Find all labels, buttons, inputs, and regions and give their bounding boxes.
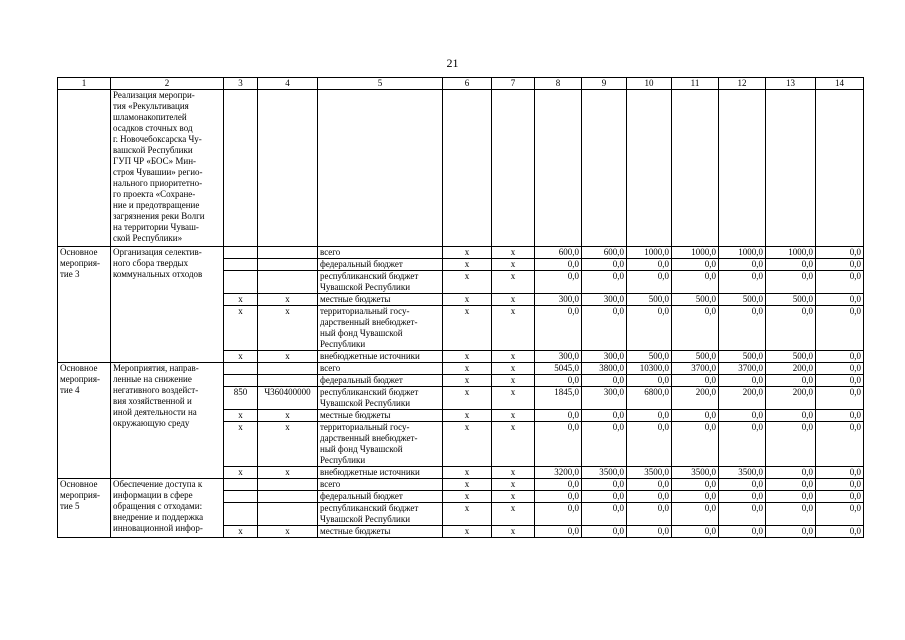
empty-cell: [816, 90, 864, 247]
cell-line: коммунальных отходов: [113, 269, 203, 279]
code-grbs: [224, 271, 258, 294]
table-row: [58, 90, 864, 247]
cell-line: Основное: [60, 363, 98, 373]
code-vr: x: [492, 491, 535, 503]
header-row: [58, 78, 864, 90]
funding-source: [318, 259, 443, 271]
amount-cell: 0,0: [672, 422, 719, 467]
code-vr: x: [492, 422, 535, 467]
cell-line: внебюджетные источники: [320, 467, 420, 477]
code-csr: x: [258, 526, 318, 538]
code-vr: x: [492, 375, 535, 387]
amount-cell: 200,0: [672, 387, 719, 410]
amount-cell: 0,0: [535, 422, 582, 467]
cell-line: негативного воздейст-: [113, 385, 199, 395]
cell-line: окружающую среду: [113, 418, 190, 428]
cell-line: вия хозяйственной и: [113, 396, 192, 406]
amount-cell: 3200,0: [535, 467, 582, 479]
code-vr: x: [492, 479, 535, 491]
code-grbs: x: [224, 422, 258, 467]
budget-table: [57, 77, 864, 538]
amount-cell: 0,0: [719, 422, 766, 467]
code-csr: [258, 259, 318, 271]
cell-line: всего: [320, 363, 341, 373]
code-rz: x: [443, 387, 492, 410]
amount-cell: 0,0: [816, 375, 864, 387]
funding-source: [318, 479, 443, 491]
amount-cell: 0,0: [627, 410, 672, 422]
cell-line: внедрение и поддержка: [113, 512, 204, 522]
cell-line: тие 5: [60, 501, 80, 511]
amount-cell: 3500,0: [672, 467, 719, 479]
amount-cell: 0,0: [672, 491, 719, 503]
header-cell: 2: [111, 78, 224, 90]
cell-line: мероприя-: [60, 374, 100, 384]
amount-cell: 0,0: [766, 375, 816, 387]
cell-line: ный фонд Чувашской: [320, 328, 403, 338]
amount-cell: 0,0: [535, 375, 582, 387]
amount-cell: 0,0: [816, 294, 864, 306]
funding-source: [318, 351, 443, 363]
code-vr: x: [492, 467, 535, 479]
cell-line: федеральный бюджет: [320, 491, 403, 501]
amount-cell: 300,0: [582, 351, 627, 363]
code-grbs: [224, 363, 258, 375]
measure-name: [58, 363, 111, 479]
code-rz: x: [443, 294, 492, 306]
cell-line: на территории Чуваш-: [113, 222, 199, 232]
cell-line: ской Республики»: [113, 233, 183, 243]
cell-line: ленные на снижение: [113, 374, 192, 384]
amount-cell: 0,0: [766, 491, 816, 503]
cell-line: мероприя-: [60, 490, 100, 500]
amount-cell: 0,0: [582, 491, 627, 503]
cell-line: ние и предотвращение: [113, 200, 200, 210]
funding-source: [318, 467, 443, 479]
code-csr: x: [258, 467, 318, 479]
header-cell: 1: [58, 78, 111, 90]
cell-line: обращения с отходами:: [113, 501, 203, 511]
cell-line: загрязнения реки Волги: [113, 211, 205, 221]
code-rz: x: [443, 375, 492, 387]
code-rz: x: [443, 247, 492, 259]
amount-cell: 0,0: [766, 526, 816, 538]
amount-cell: 0,0: [627, 526, 672, 538]
code-vr: x: [492, 294, 535, 306]
code-vr: x: [492, 503, 535, 526]
amount-cell: 0,0: [766, 271, 816, 294]
amount-cell: 0,0: [582, 259, 627, 271]
amount-cell: 10300,0: [627, 363, 672, 375]
header-cell: 13: [766, 78, 816, 90]
amount-cell: 200,0: [766, 363, 816, 375]
header-cell: 11: [672, 78, 719, 90]
funding-source: [318, 247, 443, 259]
code-vr: x: [492, 247, 535, 259]
amount-cell: 3500,0: [627, 467, 672, 479]
amount-cell: 500,0: [627, 351, 672, 363]
amount-cell: 0,0: [719, 259, 766, 271]
amount-cell: 0,0: [672, 259, 719, 271]
amount-cell: 1000,0: [672, 247, 719, 259]
cell-line: строя Чувашии» регио-: [113, 167, 203, 177]
amount-cell: 0,0: [582, 526, 627, 538]
code-grbs: x: [224, 294, 258, 306]
amount-cell: 0,0: [627, 479, 672, 491]
amount-cell: 0,0: [719, 479, 766, 491]
cell-line: вашской Республики: [113, 145, 193, 155]
empty-cell: [443, 90, 492, 247]
page-number: 21: [446, 56, 459, 70]
amount-cell: 0,0: [719, 375, 766, 387]
code-grbs: [224, 491, 258, 503]
amount-cell: 5045,0: [535, 363, 582, 375]
empty-cell: [582, 90, 627, 247]
amount-cell: 500,0: [766, 351, 816, 363]
amount-cell: 0,0: [816, 306, 864, 351]
header-cell: 4: [258, 78, 318, 90]
cell-line: Основное: [60, 247, 98, 257]
amount-cell: 3500,0: [582, 467, 627, 479]
code-grbs: [224, 375, 258, 387]
amount-cell: 0,0: [535, 306, 582, 351]
amount-cell: 300,0: [535, 294, 582, 306]
code-grbs: 850: [224, 387, 258, 410]
amount-cell: 1000,0: [627, 247, 672, 259]
header-cell: 3: [224, 78, 258, 90]
amount-cell: 0,0: [582, 503, 627, 526]
code-csr: [258, 491, 318, 503]
empty-cell: [627, 90, 672, 247]
code-csr: x: [258, 422, 318, 467]
funding-source: [318, 363, 443, 375]
amount-cell: 600,0: [582, 247, 627, 259]
amount-cell: 0,0: [766, 479, 816, 491]
code-vr: x: [492, 387, 535, 410]
amount-cell: 0,0: [535, 271, 582, 294]
amount-cell: 0,0: [766, 422, 816, 467]
cell-line: шламонакопителей: [113, 112, 187, 122]
cell-line: Республики: [320, 339, 366, 349]
amount-cell: 200,0: [766, 387, 816, 410]
amount-cell: 0,0: [627, 503, 672, 526]
cell-line: информации в сфере: [113, 490, 193, 500]
amount-cell: 3500,0: [719, 467, 766, 479]
header-cell: 10: [627, 78, 672, 90]
code-rz: x: [443, 422, 492, 467]
amount-cell: 0,0: [582, 306, 627, 351]
code-rz: x: [443, 306, 492, 351]
code-rz: x: [443, 259, 492, 271]
measure-description: [111, 247, 224, 363]
code-vr: x: [492, 410, 535, 422]
funding-source: [318, 306, 443, 351]
amount-cell: 500,0: [672, 351, 719, 363]
amount-cell: 0,0: [627, 375, 672, 387]
code-vr: x: [492, 271, 535, 294]
cell-line: всего: [320, 479, 341, 489]
code-grbs: x: [224, 410, 258, 422]
code-grbs: x: [224, 526, 258, 538]
cell-line: федеральный бюджет: [320, 375, 403, 385]
cell-line: тия «Рекультивация: [113, 101, 189, 111]
amount-cell: 0,0: [719, 503, 766, 526]
amount-cell: 0,0: [627, 422, 672, 467]
empty-cell: [258, 90, 318, 247]
header-cell: 6: [443, 78, 492, 90]
amount-cell: 500,0: [672, 294, 719, 306]
amount-cell: 200,0: [719, 387, 766, 410]
amount-cell: 0,0: [582, 422, 627, 467]
code-rz: x: [443, 351, 492, 363]
code-csr: x: [258, 410, 318, 422]
cell-line: территориальный госу-: [320, 306, 410, 316]
amount-cell: 0,0: [672, 271, 719, 294]
empty-cell: [719, 90, 766, 247]
amount-cell: 3800,0: [582, 363, 627, 375]
amount-cell: 0,0: [719, 306, 766, 351]
amount-cell: 1000,0: [766, 247, 816, 259]
amount-cell: 0,0: [672, 410, 719, 422]
cell-line: го проекта «Сохране-: [113, 189, 196, 199]
code-vr: x: [492, 351, 535, 363]
cell-line: Реализация меропри-: [113, 90, 195, 100]
amount-cell: 0,0: [672, 526, 719, 538]
code-csr: x: [258, 294, 318, 306]
empty-cell: [766, 90, 816, 247]
code-grbs: [224, 503, 258, 526]
cell-line: ный фонд Чувашской: [320, 444, 403, 454]
cell-line: осадков сточных вод: [113, 123, 193, 133]
amount-cell: 0,0: [816, 410, 864, 422]
code-grbs: [224, 479, 258, 491]
cell-line: федеральный бюджет: [320, 259, 403, 269]
code-grbs: [224, 259, 258, 271]
code-rz: x: [443, 363, 492, 375]
amount-cell: 300,0: [582, 387, 627, 410]
code-vr: x: [492, 306, 535, 351]
amount-cell: 0,0: [535, 479, 582, 491]
header-cell: 9: [582, 78, 627, 90]
amount-cell: 0,0: [816, 351, 864, 363]
cell-line: нального приоритетно-: [113, 178, 203, 188]
amount-cell: 0,0: [672, 479, 719, 491]
amount-cell: 0,0: [627, 306, 672, 351]
code-vr: x: [492, 363, 535, 375]
amount-cell: 0,0: [582, 479, 627, 491]
amount-cell: 0,0: [816, 387, 864, 410]
cell-line: республиканский бюджет: [320, 271, 419, 281]
empty-cell: [492, 90, 535, 247]
cell-line: ГУП ЧР «БОС» Мин-: [113, 156, 197, 166]
amount-cell: 600,0: [535, 247, 582, 259]
cell-line: республиканский бюджет: [320, 387, 419, 397]
code-csr: x: [258, 351, 318, 363]
amount-cell: 0,0: [719, 410, 766, 422]
funding-source: [318, 271, 443, 294]
measure-description: [111, 363, 224, 479]
table-row: [58, 479, 864, 491]
cell-line: всего: [320, 247, 341, 257]
amount-cell: 0,0: [766, 503, 816, 526]
code-csr: [258, 503, 318, 526]
amount-cell: 500,0: [719, 294, 766, 306]
code-csr: [258, 375, 318, 387]
empty-cell: [535, 90, 582, 247]
amount-cell: 0,0: [672, 306, 719, 351]
funding-source: [318, 526, 443, 538]
amount-cell: 0,0: [582, 375, 627, 387]
amount-cell: 0,0: [719, 526, 766, 538]
header-cell: 12: [719, 78, 766, 90]
amount-cell: 1000,0: [719, 247, 766, 259]
measure-description: [111, 479, 224, 538]
amount-cell: 0,0: [582, 410, 627, 422]
funding-source: [318, 491, 443, 503]
amount-cell: 0,0: [535, 259, 582, 271]
amount-cell: 0,0: [816, 363, 864, 375]
amount-cell: 0,0: [535, 491, 582, 503]
cell-line: местные бюджеты: [320, 410, 391, 420]
cell-line: тие 3: [60, 269, 80, 279]
code-csr: Ч360400000: [258, 387, 318, 410]
header-cell: 5: [318, 78, 443, 90]
cell-line: Республики: [320, 455, 366, 465]
cell-line: Основное: [60, 479, 98, 489]
amount-cell: 0,0: [535, 526, 582, 538]
code-grbs: [224, 247, 258, 259]
code-csr: x: [258, 306, 318, 351]
code-rz: x: [443, 503, 492, 526]
cell-line: тие 4: [60, 385, 80, 395]
code-vr: x: [492, 526, 535, 538]
header-cell: 14: [816, 78, 864, 90]
cell-line: Обеспечение доступа к: [113, 479, 203, 489]
amount-cell: 0,0: [816, 247, 864, 259]
cell-line: территориальный госу-: [320, 422, 410, 432]
funding-source: [318, 294, 443, 306]
cell-line: инновационной инфор-: [113, 523, 203, 533]
cell-line: республиканский бюджет: [320, 503, 419, 513]
code-grbs: x: [224, 467, 258, 479]
cell-line: г. Новочебоксарска Чу-: [113, 134, 202, 144]
amount-cell: 0,0: [766, 259, 816, 271]
code-grbs: x: [224, 306, 258, 351]
code-csr: [258, 271, 318, 294]
amount-cell: 0,0: [816, 491, 864, 503]
empty-cell: [672, 90, 719, 247]
funding-source: [318, 410, 443, 422]
code-grbs: x: [224, 351, 258, 363]
amount-cell: 0,0: [816, 467, 864, 479]
amount-cell: 1845,0: [535, 387, 582, 410]
funding-source: [318, 387, 443, 410]
cell-line: Чувашской Республики: [320, 282, 411, 292]
amount-cell: 0,0: [816, 526, 864, 538]
cell-line: иной деятельности на: [113, 407, 197, 417]
code-rz: x: [443, 479, 492, 491]
amount-cell: 0,0: [816, 422, 864, 467]
cell-line: внебюджетные источники: [320, 351, 420, 361]
amount-cell: 0,0: [766, 467, 816, 479]
amount-cell: 6800,0: [627, 387, 672, 410]
cell-line: ного сбора твердых: [113, 258, 189, 268]
cell-line: дарственный внебюджет-: [320, 433, 418, 443]
cell-line: Чувашской Республики: [320, 398, 411, 408]
amount-cell: 300,0: [582, 294, 627, 306]
empty-cell: [224, 90, 258, 247]
header-cell: 8: [535, 78, 582, 90]
table-row: [58, 363, 864, 375]
amount-cell: 0,0: [672, 503, 719, 526]
amount-cell: 500,0: [719, 351, 766, 363]
amount-cell: 0,0: [766, 306, 816, 351]
cell-line: местные бюджеты: [320, 526, 391, 536]
cell-line: местные бюджеты: [320, 294, 391, 304]
code-csr: [258, 247, 318, 259]
code-rz: x: [443, 410, 492, 422]
funding-source: [318, 422, 443, 467]
measure-description: [111, 90, 224, 247]
amount-cell: 3700,0: [672, 363, 719, 375]
funding-source: [318, 503, 443, 526]
code-csr: [258, 479, 318, 491]
amount-cell: 500,0: [766, 294, 816, 306]
amount-cell: 0,0: [816, 259, 864, 271]
amount-cell: 0,0: [766, 410, 816, 422]
amount-cell: 0,0: [535, 503, 582, 526]
amount-cell: 0,0: [719, 491, 766, 503]
amount-cell: 0,0: [816, 479, 864, 491]
cell-line: Чувашской Республики: [320, 514, 411, 524]
empty-cell: [318, 90, 443, 247]
cell-line: дарственный внебюджет-: [320, 317, 418, 327]
measure-name: [58, 247, 111, 363]
cell-line: Мероприятия, направ-: [113, 363, 199, 373]
cell-line: мероприя-: [60, 258, 100, 268]
amount-cell: 0,0: [627, 491, 672, 503]
code-vr: x: [492, 259, 535, 271]
code-rz: x: [443, 271, 492, 294]
amount-cell: 0,0: [627, 271, 672, 294]
code-rz: x: [443, 491, 492, 503]
amount-cell: 0,0: [535, 410, 582, 422]
amount-cell: 0,0: [816, 271, 864, 294]
amount-cell: 0,0: [582, 271, 627, 294]
table-row: [58, 247, 864, 259]
code-csr: [258, 363, 318, 375]
amount-cell: 0,0: [719, 271, 766, 294]
code-rz: x: [443, 467, 492, 479]
amount-cell: 0,0: [816, 503, 864, 526]
measure-cell: [58, 90, 111, 247]
measure-name: [58, 479, 111, 538]
cell-line: Организация селектив-: [113, 247, 202, 257]
funding-source: [318, 375, 443, 387]
code-rz: x: [443, 526, 492, 538]
header-cell: 7: [492, 78, 535, 90]
amount-cell: 0,0: [672, 375, 719, 387]
amount-cell: 300,0: [535, 351, 582, 363]
amount-cell: 500,0: [627, 294, 672, 306]
amount-cell: 0,0: [627, 259, 672, 271]
amount-cell: 3700,0: [719, 363, 766, 375]
